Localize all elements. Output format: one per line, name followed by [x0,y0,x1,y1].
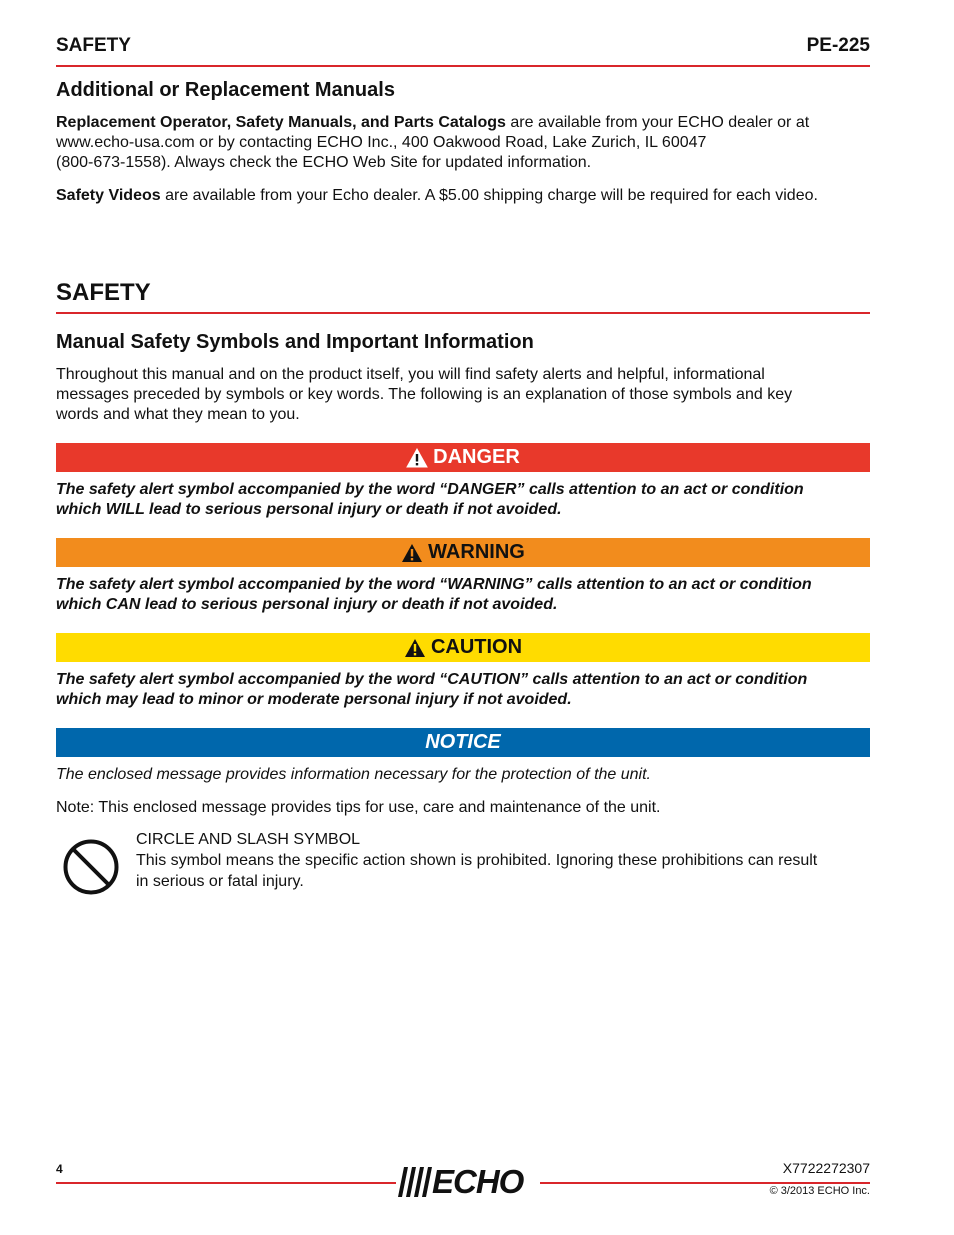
caution-banner [56,633,870,662]
note-text: Note: This enclosed message provides tips for use, care and maintenance of the unit. [56,799,661,816]
part-number: X7722272307 [782,1160,870,1176]
warning-description [56,575,876,615]
circle-slash-title: CIRCLE AND SLASH SYMBOL [136,831,361,848]
footer-rule-left [56,1182,396,1184]
safety-intro [56,365,876,425]
caution-description [56,670,876,710]
copyright: © 3/2013 ECHO Inc. [769,1185,870,1197]
safety-rule [56,312,870,314]
danger-label: DANGER [433,446,520,468]
danger-line2: which WILL lead to serious personal injury or death if not avoided. [56,501,562,518]
warning-label: WARNING [428,541,525,563]
warning-triangle-icon [406,448,428,468]
manuals-line2: www.echo-usa.com or by contacting ECHO Inc., 400 Oakwood Road, Lake Zurich, IL 60047 [56,134,707,151]
videos-paragraph [56,186,876,206]
videos-text: are available from your Echo dealer. A $5.00 shipping charge will be required for each video. [160,187,818,204]
safety-title: SAFETY [56,279,151,306]
danger-line1: The safety alert symbol accompanied by the word “DANGER” calls attention to an act or condition [56,481,804,498]
header-section: SAFETY [56,35,131,56]
danger-description [56,480,876,520]
danger-banner [56,443,870,472]
caution-line1: The safety alert symbol accompanied by the word “CAUTION” calls attention to an act or condition [56,671,808,688]
page-number: 4 [56,1162,63,1176]
warning-triangle-icon [401,543,423,563]
intro-line2: messages preceded by symbols or key words. The following is an explanation of those symbols and key [56,386,793,403]
echo-logo [398,1163,538,1200]
manuals-bold: Replacement Operator, Safety Manuals, and Parts Catalogs [56,114,506,131]
caution-label: CAUTION [430,636,523,658]
notice-description: The enclosed message provides information necessary for the protection of the unit. [56,766,651,783]
warning-triangle-icon [404,638,426,658]
intro-line3: words and what they mean to you. [56,406,300,423]
safety-subtitle: Manual Safety Symbols and Important Information [56,331,534,353]
manuals-line1: are available from your ECHO dealer or at [505,114,810,131]
header-model: PE-225 [806,35,870,56]
manuals-line3: (800-673-1558). Always check the ECHO Web Site for updated information. [56,154,592,171]
warning-line2: which CAN lead to serious personal injury or death if not avoided. [56,596,558,613]
circle-slash-text [136,829,876,892]
footer-rule-right [540,1182,870,1184]
videos-bold: Safety Videos [56,187,161,204]
echo-logo-stripes-icon [398,1167,434,1197]
notice-label: NOTICE [425,731,501,753]
echo-logo-text: ECHO [432,1163,524,1200]
caution-line2: which may lead to minor or moderate personal injury if not avoided. [56,691,572,708]
manuals-paragraph [56,113,876,173]
intro-line1: Throughout this manual and on the product itself, you will find safety alerts and helpful, informational [56,366,765,383]
manuals-heading: Additional or Replacement Manuals [56,79,395,101]
notice-banner [56,728,870,757]
prohibited-icon [62,838,120,896]
circle-slash-line1: This symbol means the specific action shown is prohibited. Ignoring these prohibitions can result [136,852,818,869]
header-rule [56,65,870,67]
warning-banner [56,538,870,567]
warning-line1: The safety alert symbol accompanied by the word “WARNING” calls attention to an act or condition [56,576,812,593]
circle-slash-line2: in serious or fatal injury. [136,873,304,890]
